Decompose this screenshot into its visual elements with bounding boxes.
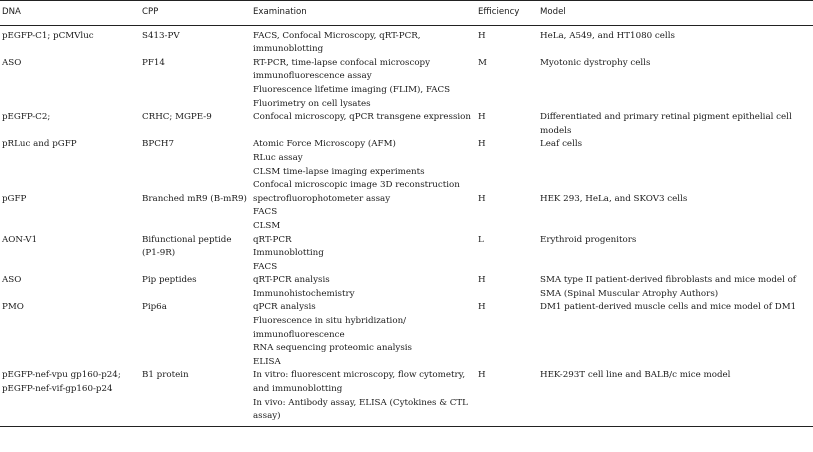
examination-cell (251, 193, 476, 234)
dna-cell-line: pGFP (2, 193, 27, 204)
efficiency-cell: H (478, 139, 486, 150)
header-row (0, 1, 813, 26)
cpp-cell-line: CRHC; MGPE-9 (142, 112, 212, 123)
model-cell (538, 234, 813, 275)
model-cell (538, 301, 813, 369)
examination-cell (251, 138, 476, 192)
table-row (0, 57, 813, 111)
header-cpp: CPP (140, 1, 251, 26)
examination-cell (251, 301, 476, 369)
model-cell (538, 274, 813, 301)
table-row (0, 111, 813, 138)
dna-cell-line: pEGFP-nef-vpu gp160-p24; (2, 370, 121, 381)
table-body (0, 25, 813, 426)
model-cell-line: HEK 293, HeLa, and SKOV3 cells (540, 193, 688, 204)
dna-cell-line: AON-V1 (2, 234, 38, 245)
model-cell-line: Leaf cells (540, 139, 583, 150)
cpp-cell-line: Pip6a (142, 302, 167, 313)
header-efficiency: Efficiency (476, 1, 538, 26)
cpp-cell-line: S413-PV (142, 30, 180, 41)
model-cell-line: DM1 patient-derived muscle cells and mice model of DM1 (540, 302, 797, 313)
table-row (0, 369, 813, 426)
model-cell-line: Erythroid progenitors (540, 234, 637, 245)
examination-cell (251, 25, 476, 57)
examination-cell-line: qRT-PCR (253, 234, 292, 245)
dna-cell (0, 25, 140, 57)
examination-cell-line: FACS, Confocal Microscopy, qRT-PCR, immunoblotting (253, 30, 421, 55)
table-row (0, 138, 813, 192)
model-cell (538, 369, 813, 426)
examination-cell-line: RT-PCR, time-lapse confocal microscopy immunofluorescence assay (253, 57, 431, 82)
examination-cell-line: CLSM (253, 220, 281, 231)
model-cell (538, 138, 813, 192)
examination-cell (251, 234, 476, 275)
cpp-cell-line: Bifunctional peptide (P1-9R) (142, 234, 232, 259)
dna-cell-line: pEGFP-nef-vif-gp160-p24 (2, 384, 113, 395)
model-cell (538, 25, 813, 57)
model-cell-line: HeLa, A549, and HT1080 cells (540, 30, 675, 41)
dna-cell-line: ASO (2, 275, 22, 286)
model-cell-line: Myotonic dystrophy cells (540, 57, 651, 68)
dna-cell (0, 193, 140, 234)
model-cell (538, 111, 813, 138)
examination-cell-line: FACS (253, 261, 278, 272)
examination-cell-line: FACS (253, 207, 278, 218)
examination-cell (251, 111, 476, 138)
dna-cell-line: ASO (2, 57, 22, 68)
examination-cell-line: qRT-PCR analysis (253, 275, 330, 286)
examination-cell-line: Atomic Force Microscopy (AFM) (253, 139, 396, 150)
cpp-cell (140, 301, 251, 369)
efficiency-cell: H (476, 369, 538, 426)
dna-cell (0, 57, 140, 111)
cpp-cell (140, 234, 251, 275)
examination-cell (251, 369, 476, 426)
cpp-cell (140, 369, 251, 426)
cpp-cell (140, 25, 251, 57)
header-model: Model (538, 1, 813, 26)
dna-cell (0, 369, 140, 426)
examination-cell-line: Immunoblotting (253, 248, 324, 259)
cpp-cell-line: Pip peptides (142, 275, 197, 286)
dna-cell (0, 111, 140, 138)
efficiency-cell: H (478, 275, 486, 286)
examination-cell (251, 57, 476, 111)
dna-cell-line: pEGFP-C1; pCMVluc (2, 30, 94, 41)
table-row (0, 274, 813, 301)
table-row (0, 193, 813, 234)
efficiency-cell: M (478, 57, 487, 68)
cpp-cell-line: BPCH7 (142, 139, 174, 150)
examination-cell (251, 274, 476, 301)
cpp-cell (140, 138, 251, 192)
cpp-cell-line: Branched mR9 (B-mR9) (142, 193, 247, 204)
header-dna: DNA (0, 1, 140, 26)
model-cell-line: Differentiated and primary retinal pigment epithelial cell models (540, 112, 792, 136)
efficiency-cell: H (478, 30, 486, 41)
dna-cell-line: PMO (2, 302, 24, 313)
examination-cell-line: qPCR analysis (253, 302, 316, 313)
examination-cell-line: Confocal microscopy, qPCR transgene expression (253, 112, 472, 123)
examination-cell-line: ELISA (253, 356, 281, 367)
header-examination: Examination (251, 1, 476, 26)
dna-cell-line: pRLuc and pGFP (2, 139, 77, 150)
model-cell (538, 57, 813, 111)
model-cell-line: SMA type II patient-derived fibroblasts and mice model of SMA (Spinal Muscular Atrophy Authors) (540, 275, 797, 299)
examination-cell-line: Confocal microscopic image 3D reconstruction (253, 180, 460, 191)
cpp-cell (140, 111, 251, 138)
efficiency-cell: H (478, 112, 486, 123)
model-cell (538, 193, 813, 234)
examination-cell-line: Fluorescence lifetime imaging (FLIM), FACS (253, 84, 451, 95)
examination-cell-line: RLuc assay (253, 152, 303, 163)
dna-cell (0, 274, 140, 301)
cpp-cell (140, 193, 251, 234)
dna-cell (0, 234, 140, 275)
cpp-cell (140, 57, 251, 111)
efficiency-cell: H (478, 302, 486, 313)
examination-cell-line: CLSM time-lapse imaging experiments (253, 166, 425, 177)
cpp-cell-line: B1 protein (142, 370, 189, 381)
examination-cell-line: spectrofluorophotometer assay (253, 193, 391, 204)
efficiency-cell: L (478, 234, 484, 245)
table-row (0, 234, 813, 275)
examination-cell-line: Fluorescence in situ hybridization/ immunofluorescence (253, 316, 407, 340)
efficiency-cell: H (478, 193, 486, 204)
cpp-cell-line: PF14 (142, 57, 165, 68)
dna-cell (0, 138, 140, 192)
cpp-cell (140, 274, 251, 301)
model-cell-line: HEK-293T cell line and BALB/c mice model (540, 370, 731, 381)
dna-cell (0, 301, 140, 369)
table-row (0, 301, 813, 369)
examination-cell-line: Immunohistochemistry (253, 288, 355, 299)
examination-cell-line: Fluorimetry on cell lysates (253, 98, 371, 109)
dna-cell-line: pEGFP-C2; (2, 112, 51, 123)
examination-cell-line: RNA sequencing proteomic analysis (253, 343, 413, 354)
examination-cell-line: In vitro: fluorescent microscopy, flow cytometry, and immunoblotting (253, 370, 466, 395)
examination-cell-line: In vivo: Antibody assay, ELISA (Cytokines & CTL assay) (253, 397, 468, 422)
table-row (0, 25, 813, 57)
